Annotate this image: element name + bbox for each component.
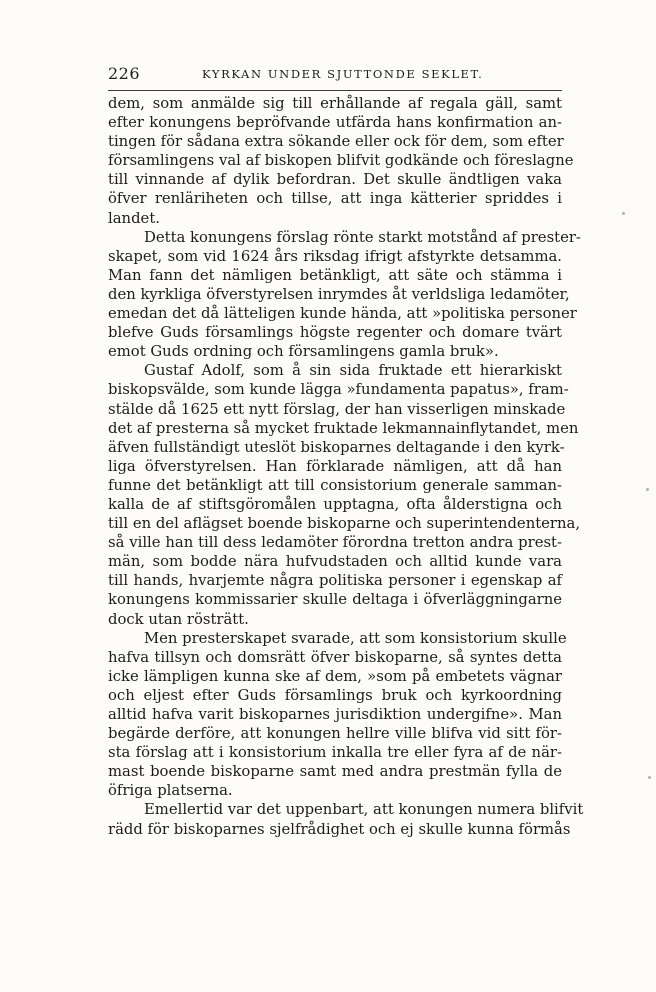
text-line: skapet, som vid 1624 års riksdag ifrigt afstyrkte detsamma. (108, 247, 562, 265)
text-line: Detta konungens förslag rönte starkt motstånd af prester- (144, 228, 581, 246)
text-line: stälde då 1625 ett nytt förslag, der han visserligen minskade (108, 400, 566, 418)
text-line: mast boende biskoparne samt med andra prestmän fylla de (108, 763, 562, 781)
text-line: begärde derföre, att konungen hellre ville blifva vid sitt för- (108, 725, 562, 743)
text-line: alltid hafva varit biskoparnes jurisdiktion undergifne». Man (108, 706, 562, 723)
text-line: äfven fullständigt uteslöt biskoparnes deltagande i den kyrk- (108, 438, 565, 456)
page-header (108, 60, 564, 86)
text-line: tingen för sådana extra sökande eller ock för dem, som efter (108, 133, 564, 151)
text-line: det af presterna så mycket fruktade lekmannainflytandet, men (108, 419, 579, 437)
text-line: icke lämpligen kunna ske af dem, »som på embetets vägnar (108, 667, 562, 685)
text-line: sta förslag att i konsistorium inkalla tre eller fyra af de när- (108, 744, 562, 762)
body-text (108, 94, 584, 839)
margin-speck (646, 488, 649, 491)
text-line: kalla de af stiftsgöromålen upptagna, ofta ålderstigna och (108, 495, 562, 513)
text-line: män, som bodde nära hufvudstaden och alltid kunde vara (108, 553, 562, 571)
text-line: dock utan rösträtt. (108, 610, 249, 628)
text-line: till vinnande af dylik befordran. Det skulle ändtligen vaka (108, 171, 562, 189)
text-line: hafva tillsyn och domsrätt öfver biskoparne, så syntes detta (108, 648, 562, 666)
text-line: konungens kommissarier skulle deltaga i öfverläggningarne (108, 591, 562, 609)
text-line: Emellertid var det uppenbart, att konungen numera blifvit (144, 801, 584, 819)
text-line: och eljest efter Guds församlings bruk och kyrkoordning (108, 686, 562, 704)
text-line: dem, som anmälde sig till erhållande af regala gäll, samt (108, 95, 562, 112)
text-line: funne det betänkligt att till consistorium generale samman- (108, 476, 562, 494)
text-line: öfriga platserna. (108, 782, 233, 800)
text-line: till en del aflägset boende biskoparne och superintendenterna, (108, 515, 581, 533)
text-line: Men presterskapet svarade, att som konsistorium skulle (144, 629, 567, 647)
text-line: emot Guds ordning och församlingens gamla bruk». (108, 343, 499, 361)
text-line: liga öfverstyrelsen. Han förklarade nämligen, att då han (108, 457, 562, 475)
page-number: 226 (108, 64, 141, 83)
running-head: KYRKAN UNDER SJUTTONDE SEKLET. (202, 67, 484, 81)
text-line: rädd för biskoparnes sjelfrådighet och ej skulle kunna förmås (108, 820, 571, 838)
text-line: blefve Guds församlings högste regenter och domare tvärt (108, 324, 562, 342)
text-line: så ville han till dess ledamöter förordna tretton andra prest- (108, 534, 562, 552)
text-line: biskopsvälde, som kunde lägga »fundamenta papatus», fram- (108, 381, 569, 399)
text-line: den kyrkliga öfverstyrelsen inrymdes åt verldsliga ledamöter, (108, 285, 570, 303)
header-rule (108, 90, 562, 91)
text-line: öfver renläriheten och tillse, att inga kätterier spriddes i (108, 190, 562, 208)
margin-speck (622, 212, 625, 215)
text-line: landet. (108, 209, 160, 227)
text-line: Man fann det nämligen betänkligt, att säte och stämma i (108, 266, 562, 284)
text-line: till hands, hvarjemte några politiska personer i egenskap af (108, 572, 562, 590)
margin-speck (648, 776, 651, 779)
text-line: församlingens val af biskopen blifvit godkände och föreslagne (108, 152, 574, 170)
text-line: efter konungens bepröfvande utfärda hans konfirmation an- (108, 114, 562, 132)
text-line: Gustaf Adolf, som å sin sida fruktade ett hierarkiskt (144, 362, 562, 380)
text-line: emedan det då lätteligen kunde hända, att »politiska personer (108, 305, 577, 323)
